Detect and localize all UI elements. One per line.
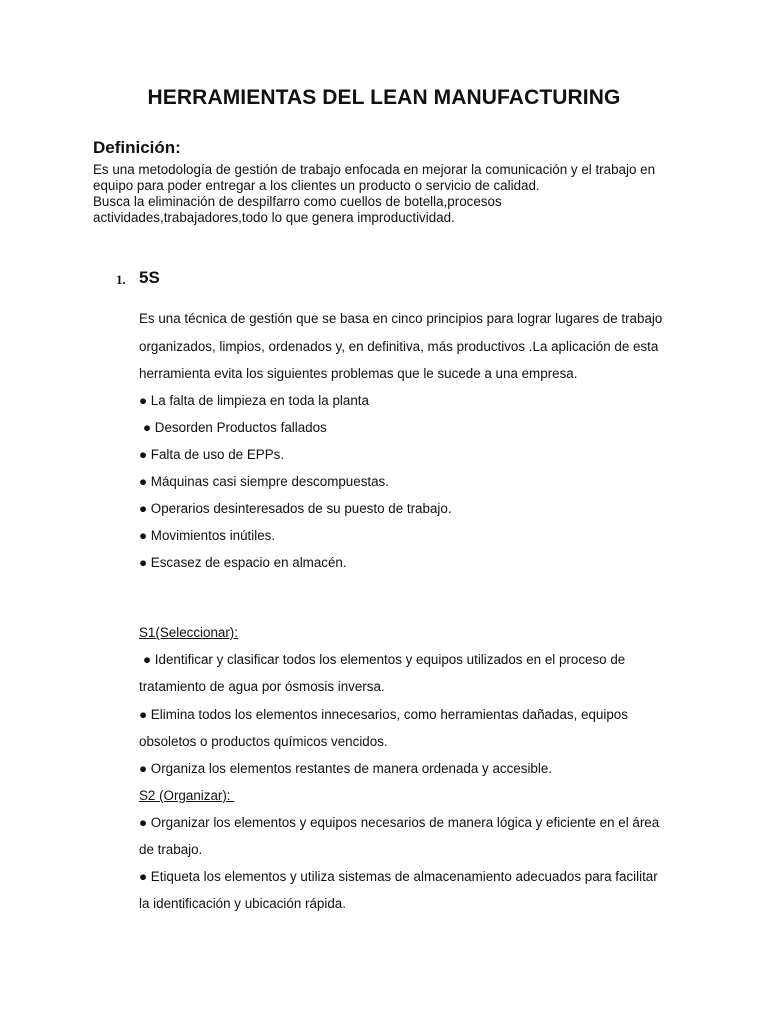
intro-line: Es una técnica de gestión que se basa en cinco principios para lograr lugares de trabajo: [139, 311, 663, 326]
problem-item: ● Movimientos inútiles.: [139, 528, 276, 543]
s2-line: la identificación y ubicación rápida.: [139, 896, 346, 911]
problem-item: ● Escasez de espacio en almacén.: [139, 555, 347, 570]
definition-line: Es una metodología de gestión de trabajo enfocada en mejorar la comunicación y el trabajo en: [93, 162, 656, 177]
s1-line: tratamiento de agua por ósmosis inversa.: [139, 679, 385, 694]
s2-heading: S2 (Organizar):: [139, 788, 235, 803]
s2-line: ● Organizar los elementos y equipos necesarios de manera lógica y eficiente en el área: [139, 815, 660, 830]
s1-heading: S1(Seleccionar):: [139, 625, 238, 640]
problem-item: ● La falta de limpieza en toda la planta: [139, 393, 369, 408]
s1-line: ● Elimina todos los elementos innecesarios, como herramientas dañadas, equipos: [139, 707, 628, 722]
definition-line: actividades,trabajadores,todo lo que genera improductividad.: [93, 210, 455, 225]
problem-item: ● Máquinas casi siempre descompuestas.: [139, 474, 389, 489]
intro-line: herramienta evita los siguientes problemas que le sucede a una empresa.: [139, 366, 578, 381]
problem-item: ● Desorden Productos fallados: [143, 420, 327, 435]
s1-line: ● Identificar y clasificar todos los elementos y equipos utilizados en el proceso de: [143, 652, 626, 667]
document-title: HERRAMIENTAS DEL LEAN MANUFACTURING: [147, 86, 621, 109]
problem-item: ● Operarios desinteresados de su puesto de trabajo.: [139, 501, 452, 516]
definition-heading: Definición:: [93, 138, 181, 157]
s2-line: ● Etiqueta los elementos y utiliza sistemas de almacenamiento adecuados para facilitar: [139, 869, 658, 884]
intro-line: organizados, limpios, ordenados y, en definitiva, más productivos .La aplicación de esta: [139, 339, 659, 354]
definition-line: equipo para poder entregar a los clientes un producto o servicio de calidad.: [93, 178, 540, 193]
definition-line: Busca la eliminación de despilfarro como cuellos de botella,procesos: [93, 194, 502, 209]
s1-line: ● Organiza los elementos restantes de manera ordenada y accesible.: [139, 761, 553, 776]
definition-body: [93, 162, 683, 226]
s2-line: de trabajo.: [139, 842, 203, 857]
list-number: 1.: [116, 272, 126, 287]
problem-item: ● Falta de uso de EPPs.: [139, 447, 285, 462]
section-title-5s: 5S: [139, 268, 160, 287]
s1-line: obsoletos o productos químicos vencidos.: [139, 734, 388, 749]
